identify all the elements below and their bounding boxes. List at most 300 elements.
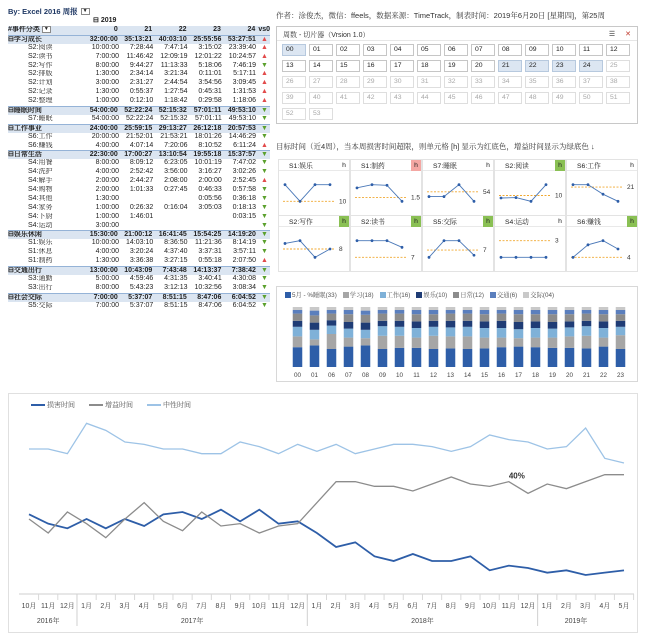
cell-value: 19:55:18 [193, 151, 222, 159]
pivot-row[interactable] [8, 239, 270, 248]
row-label: S2:记录 [28, 88, 53, 96]
cell-value: 3:27:15 [164, 257, 188, 265]
actual-line [357, 241, 402, 248]
slicer-week-button[interactable]: 34 [498, 76, 522, 88]
slicer-week-button[interactable]: 30 [390, 76, 414, 88]
mini-point [572, 256, 575, 259]
cell-value: 26:12:18 [193, 124, 222, 132]
row-label: S2:读书 [28, 52, 53, 60]
collapse-icon[interactable]: ⊟ [8, 124, 14, 132]
trend-down-icon: ▼ [260, 231, 268, 239]
collapse-icon[interactable]: ⊟ [8, 267, 14, 275]
cell-value: 5:43:23 [129, 283, 154, 291]
slicer-week-button[interactable]: 02 [336, 44, 360, 56]
stack-bar-segment [565, 314, 575, 321]
dropdown-icon[interactable]: ▼ [42, 26, 51, 33]
cell-value: 1:01:33 [129, 186, 154, 194]
slicer-week-button[interactable]: 39 [282, 92, 306, 104]
month-tick: 11月 [501, 603, 516, 610]
slicer-week-button[interactable]: 38 [606, 76, 630, 88]
stack-bar-segment [395, 336, 405, 348]
trend-down-icon: ▼ [260, 151, 268, 159]
category-header-label: #事件分类 [8, 26, 40, 34]
cell-value: 7:43:48 [162, 267, 187, 275]
cell-value: 20:00:00 [91, 132, 119, 140]
trend-up-icon: ▲ [261, 97, 268, 105]
cell-value: 8:51:15 [162, 293, 187, 301]
mini-chart-svg [351, 172, 421, 216]
slicer-week-button[interactable]: 09 [525, 44, 549, 56]
cell-value: 4:00:00 [95, 141, 119, 149]
collapse-icon[interactable]: ⊟ [8, 107, 14, 115]
pivot-table [8, 6, 270, 311]
stack-bar-segment [378, 310, 388, 314]
cell-value: 2:52:45 [232, 177, 256, 185]
stack-bar-segment [463, 327, 473, 337]
cell-value: 0:55:37 [129, 88, 154, 96]
stack-bar-segment [497, 321, 507, 328]
pivot-row[interactable] [8, 53, 270, 62]
slicer-week-button[interactable]: 23 [552, 60, 576, 72]
pivot-row[interactable] [8, 248, 270, 257]
goal-description: 目标时间（近4周），当本周损害时间超限，则单元格 [h] 显示为红底色，增益时间显示为绿底色 ↓ [276, 142, 595, 151]
pivot-group-row[interactable] [8, 124, 270, 133]
mini-point [386, 184, 389, 187]
stack-x-tick: 18 [531, 372, 540, 379]
slicer-week-button[interactable]: 17 [390, 60, 414, 72]
stack-bar-segment [395, 321, 405, 327]
slicer-week-button[interactable]: 27 [309, 76, 333, 88]
slicer-week-button[interactable]: 18 [417, 60, 441, 72]
mini-chart-title: S6:赚钱 [577, 219, 601, 226]
slicer-week-button[interactable]: 51 [606, 92, 630, 104]
slicer-week-button[interactable]: 32 [444, 76, 468, 88]
stack-bar-segment [327, 349, 337, 367]
slicer-week-button[interactable]: 19 [444, 60, 468, 72]
cell-value: 10:24:57 [228, 52, 256, 60]
slicer-week-button[interactable]: 45 [444, 92, 468, 104]
slicer-week-button[interactable]: 35 [525, 76, 549, 88]
cell-value: 2:52:42 [129, 168, 154, 176]
limit-flag: h [555, 160, 565, 171]
row-label: S3:出行 [28, 283, 53, 291]
cell-value [156, 195, 190, 204]
stack-bar-segment [531, 310, 541, 314]
stack-bar-segment [344, 338, 354, 347]
cell-value: 10:01:19 [194, 159, 222, 167]
collapse-icon[interactable]: ⊟ [8, 151, 14, 159]
slicer-week-button[interactable]: 04 [390, 44, 414, 56]
trend-up-icon: ▲ [261, 257, 268, 265]
month-tick: 6月 [407, 603, 419, 610]
pivot-group-row[interactable] [8, 293, 270, 302]
percent-annotation: 40% [508, 471, 525, 481]
category-header[interactable] [8, 26, 86, 35]
stack-bar-segment [361, 345, 371, 367]
slicer-week-button[interactable]: 41 [336, 92, 360, 104]
cell-value: 3:56:00 [164, 168, 188, 176]
pivot-group-row[interactable] [8, 266, 270, 275]
slicer-week-button[interactable]: 43 [390, 92, 414, 104]
trend-legend-label: 中性时间 [163, 402, 191, 409]
pivot-year[interactable]: ⊟ 2019 [93, 17, 117, 24]
trend-down-icon: ▼ [260, 124, 268, 132]
cell-value: 6:04:52 [231, 293, 256, 301]
slicer-week-button[interactable]: 44 [417, 92, 441, 104]
by-label: By: Excel 2016 周报 [8, 7, 78, 16]
stack-bar-segment [565, 310, 575, 314]
slicer-week-button[interactable]: 53 [309, 108, 333, 120]
trend-down-icon: ▼ [261, 186, 268, 194]
multi-select-icon[interactable]: ☰ [608, 31, 616, 38]
stack-bar-segment [378, 314, 388, 321]
slicer-week-button[interactable]: 47 [498, 92, 522, 104]
stack-bar-segment [548, 322, 558, 329]
month-tick: 3月 [119, 603, 131, 610]
row-label: S1:娱乐 [28, 239, 53, 247]
row-label: S4:洗护 [28, 168, 53, 176]
stack-bar-segment [480, 307, 490, 310]
stack-x-tick: 01 [310, 372, 319, 379]
cell-value: 3:00:00 [95, 221, 119, 229]
row-label: S4:用餐 [28, 159, 53, 167]
legend-label: 日常(12) [460, 292, 484, 299]
slicer-week-button[interactable]: 36 [552, 76, 576, 88]
pivot-row[interactable] [8, 133, 270, 142]
slicer-week-button[interactable]: 03 [363, 44, 387, 56]
stack-bar-segment [531, 328, 541, 338]
stack-bar-segment [480, 328, 490, 338]
slicer-week-button[interactable]: 22 [525, 60, 549, 72]
cell-value: 3:08:34 [232, 283, 256, 291]
pivot-group-row[interactable] [8, 150, 270, 159]
pivot-row[interactable] [8, 168, 270, 177]
mini-point [515, 256, 518, 259]
cell-value: 7:38:42 [231, 267, 256, 275]
pivot-row[interactable] [8, 213, 270, 222]
slicer-week-button[interactable]: 07 [471, 44, 495, 56]
stack-x-tick: 07 [344, 372, 353, 379]
stack-x-tick: 12 [429, 372, 438, 379]
trend-down-icon: ▼ [261, 132, 268, 140]
pivot-row[interactable] [8, 186, 270, 195]
mini-point [428, 256, 431, 259]
slicer-week-button[interactable]: 28 [336, 76, 360, 88]
stack-x-tick: 22 [599, 372, 608, 379]
pivot-row[interactable] [8, 275, 270, 284]
slicer-week-button[interactable]: 52 [282, 108, 306, 120]
stack-svg [277, 287, 637, 381]
slicer-week-button[interactable]: 31 [417, 76, 441, 88]
slicer-week-button[interactable]: 46 [471, 92, 495, 104]
cell-value: 6:04:52 [232, 301, 256, 309]
month-tick: 8月 [445, 603, 457, 610]
cell-value: 2:44:54 [164, 79, 188, 87]
stack-bar-segment [429, 327, 439, 336]
target-value-label: 7 [483, 247, 487, 255]
slicer-week-button[interactable]: 01 [309, 44, 333, 56]
cell-value: 1:18:42 [164, 97, 188, 105]
month-tick: 10月 [251, 603, 267, 610]
pivot-row[interactable] [8, 302, 270, 311]
row-label: S4:解手 [28, 177, 53, 185]
pivot-row[interactable] [8, 70, 270, 79]
stack-bar-segment [293, 321, 303, 327]
mini-point [356, 239, 359, 242]
pivot-row[interactable] [8, 88, 270, 97]
stack-bar-segment [463, 321, 473, 327]
pivot-row[interactable] [8, 222, 270, 231]
cell-value: 0:27:45 [164, 186, 188, 194]
mini-chart [350, 159, 422, 216]
trend-series-line [29, 423, 624, 463]
collapse-icon[interactable]: ⊟ [8, 293, 14, 301]
mini-point [473, 254, 476, 257]
cell-value: 8:00:00 [95, 61, 119, 69]
target-value-label: 10 [339, 198, 347, 206]
cell-value: 12:01:22 [194, 52, 222, 60]
trend-down-icon: ▼ [261, 168, 268, 176]
actual-line [429, 241, 474, 258]
cell-value: 10:00:00 [91, 239, 119, 247]
mini-chart [278, 215, 350, 272]
mini-chart-title: S1:娱乐 [289, 163, 313, 170]
pivot-group-row[interactable] [8, 230, 270, 239]
slicer-week-button[interactable]: 24 [579, 60, 603, 72]
slicer-week-button[interactable]: 26 [282, 76, 306, 88]
pivot-row[interactable] [8, 62, 270, 71]
trend-up-icon: ▲ [260, 35, 268, 43]
mini-point [443, 195, 446, 198]
slicer-week-button[interactable]: 40 [309, 92, 333, 104]
row-label: S4:其他 [28, 194, 53, 202]
mini-chart-header [279, 216, 349, 227]
trend-up-icon: ▲ [261, 141, 268, 149]
slicer-week-button[interactable]: 14 [309, 60, 333, 72]
pivot-row[interactable] [8, 204, 270, 213]
slicer-week-button[interactable]: 00 [282, 44, 306, 56]
stack-x-tick: 06 [327, 372, 336, 379]
slicer-week-button[interactable]: 21 [498, 60, 522, 72]
cell-value: 1:00:00 [95, 212, 119, 220]
slicer-week-button[interactable]: 33 [471, 76, 495, 88]
mini-chart-svg [495, 172, 565, 216]
stack-bar-segment [327, 307, 337, 310]
stack-bar-segment [395, 348, 405, 367]
legend-label: 娱乐(10) [423, 292, 448, 299]
stack-bar-segment [497, 314, 507, 321]
mini-point [587, 183, 590, 186]
cell-value: 49:53:10 [227, 107, 256, 115]
trend-up-icon: ▲ [261, 88, 268, 96]
mini-point [458, 239, 461, 242]
stack-bar-segment [616, 349, 626, 367]
row-label: S4:家务 [28, 203, 53, 211]
slicer-week-button[interactable]: 20 [471, 60, 495, 72]
slicer-week-button[interactable]: 25 [606, 60, 630, 72]
week-col-0: 0 [113, 26, 118, 33]
pivot-group-row[interactable] [8, 106, 270, 115]
slicer-week-button[interactable]: 48 [525, 92, 549, 104]
month-tick: 3月 [349, 603, 361, 610]
stack-bar-segment [310, 311, 320, 316]
mini-chart [566, 159, 638, 216]
slicer-week-button[interactable]: 37 [579, 76, 603, 88]
actual-line [501, 185, 546, 202]
slicer-week-button[interactable]: 10 [552, 44, 576, 56]
stack-bar-segment [531, 338, 541, 348]
mini-point [314, 256, 317, 259]
year-tick: 2016年 [36, 618, 60, 625]
mini-chart-header [423, 160, 493, 171]
limit-flag: h [411, 160, 421, 171]
stack-bar-segment [327, 334, 337, 349]
month-tick: 2月 [560, 603, 572, 610]
slicer-week-button[interactable]: 05 [417, 44, 441, 56]
cell-value [122, 195, 156, 204]
cell-value: 14:19:20 [227, 231, 256, 239]
stack-bar-segment [480, 321, 490, 328]
pivot-row[interactable] [8, 177, 270, 186]
trend-down-icon: ▼ [260, 267, 268, 275]
mini-chart-title: S7:睡眠 [433, 163, 457, 170]
cell-value: 2:34:14 [129, 70, 154, 78]
pivot-row[interactable] [8, 195, 270, 204]
pivot-row[interactable] [8, 159, 270, 168]
stack-bar-segment [548, 348, 558, 367]
mini-chart-title: S6:工作 [577, 163, 601, 170]
cell-value: 35:13:21 [124, 35, 153, 43]
month-tick: 1月 [81, 603, 93, 610]
mini-chart-header [495, 160, 565, 171]
cell-value: 8:00:00 [95, 283, 119, 291]
collapse-icon[interactable]: ⊟ [8, 231, 14, 239]
stack-bar-segment [616, 335, 626, 349]
stack-bar-segment [412, 314, 422, 321]
slicer-grid [282, 44, 634, 120]
stack-bar-segment [531, 347, 541, 367]
mini-chart-svg [567, 228, 637, 272]
slicer-week-button[interactable]: 12 [606, 44, 630, 56]
trend-down-icon: ▼ [261, 212, 268, 220]
stack-bar-segment [582, 310, 592, 314]
cell-value: 54:00:00 [89, 107, 118, 115]
cell-value: 54:00:00 [91, 114, 119, 122]
row-label: S5:交际 [28, 301, 53, 309]
pivot-header-row [8, 26, 270, 35]
row-label: S4:购物 [28, 186, 53, 194]
stack-bar-segment [310, 307, 320, 311]
cell-value: 7:00:00 [95, 52, 119, 60]
pivot-row[interactable] [8, 79, 270, 88]
slicer-week-button[interactable]: 50 [579, 92, 603, 104]
row-label: S1:制药 [28, 257, 53, 265]
stack-bar-segment [582, 321, 592, 326]
collapse-icon[interactable]: ⊟ [8, 35, 14, 43]
stack-bar-segment [378, 321, 388, 326]
trend-line-chart [8, 393, 638, 633]
cell-value: 25:55:56 [193, 35, 222, 43]
cell-value: 14:13:37 [193, 267, 222, 275]
slicer-week-button[interactable]: 11 [579, 44, 603, 56]
month-tick: 7月 [196, 603, 208, 610]
cell-value: 53:27:51 [227, 35, 256, 43]
stack-bar-segment [497, 328, 507, 338]
stack-bar-segment [429, 307, 439, 310]
clear-filter-icon[interactable]: ✕ [625, 31, 631, 38]
cell-value: 52:15:32 [160, 114, 188, 122]
row-label: 学习成长 [13, 35, 42, 43]
stack-bar-segment [514, 310, 524, 314]
limit-flag: h [483, 216, 493, 227]
cell-value: 24:00:00 [89, 124, 118, 132]
trend-up-icon: ▲ [261, 43, 268, 51]
mini-point [617, 248, 620, 251]
stack-bar-segment [344, 307, 354, 310]
trend-down-icon: ▼ [261, 203, 268, 211]
month-tick: 6月 [177, 603, 189, 610]
pivot-row[interactable] [8, 142, 270, 151]
trend-series-line [29, 510, 624, 575]
filter-icon[interactable]: ▼ [81, 8, 90, 15]
slicer-title: 周数 - 切片器（Vrsion 1.0） [283, 32, 370, 39]
mini-point [329, 183, 332, 186]
slicer-week-button[interactable]: 15 [336, 60, 360, 72]
week-col-4: 24 [247, 26, 256, 33]
year-tick: 2017年 [180, 618, 204, 625]
month-tick: 1月 [311, 603, 323, 610]
cell-value: 1:30:00 [95, 88, 119, 96]
mini-chart-title: S4:运动 [505, 219, 529, 226]
cell-value: 2:44:27 [129, 177, 154, 185]
mini-chart [566, 215, 638, 272]
stack-bar-segment [497, 310, 507, 314]
slicer-week-button[interactable]: 42 [363, 92, 387, 104]
cell-value: 4:59:46 [129, 274, 154, 282]
stack-bar-segment [582, 307, 592, 310]
mini-chart [422, 215, 494, 272]
slicer-week-button[interactable]: 49 [552, 92, 576, 104]
cell-value: 52:15:32 [158, 107, 187, 115]
slicer-week-button[interactable]: 08 [498, 44, 522, 56]
stack-bar-segment [429, 349, 439, 367]
pivot-row[interactable] [8, 257, 270, 266]
mini-chart-svg [423, 172, 493, 216]
stack-bar-segment [378, 349, 388, 367]
stack-x-tick: 13 [446, 372, 455, 379]
stack-bar-segment [361, 323, 371, 330]
cell-value: 49:53:10 [228, 114, 256, 122]
slicer-week-button[interactable]: 06 [444, 44, 468, 56]
slicer-week-button[interactable]: 29 [363, 76, 387, 88]
slicer-week-button[interactable]: 16 [363, 60, 387, 72]
pivot-row[interactable] [8, 115, 270, 124]
pivot-row[interactable] [8, 284, 270, 293]
pivot-group-row[interactable] [8, 35, 270, 44]
pivot-row[interactable] [8, 97, 270, 106]
pivot-row[interactable] [8, 44, 270, 53]
cell-value: 2:00:00 [95, 177, 119, 185]
slicer-week-button[interactable]: 13 [282, 60, 306, 72]
cell-value: 3:54:56 [198, 79, 222, 87]
stack-bar-segment [599, 310, 609, 314]
target-value-label: 7 [411, 254, 415, 262]
cell-value: 25:59:15 [124, 124, 153, 132]
mini-chart-svg [351, 228, 421, 272]
stack-bar-segment [463, 307, 473, 310]
cell-value: 17:00:27 [124, 151, 153, 159]
mini-point [386, 239, 389, 242]
